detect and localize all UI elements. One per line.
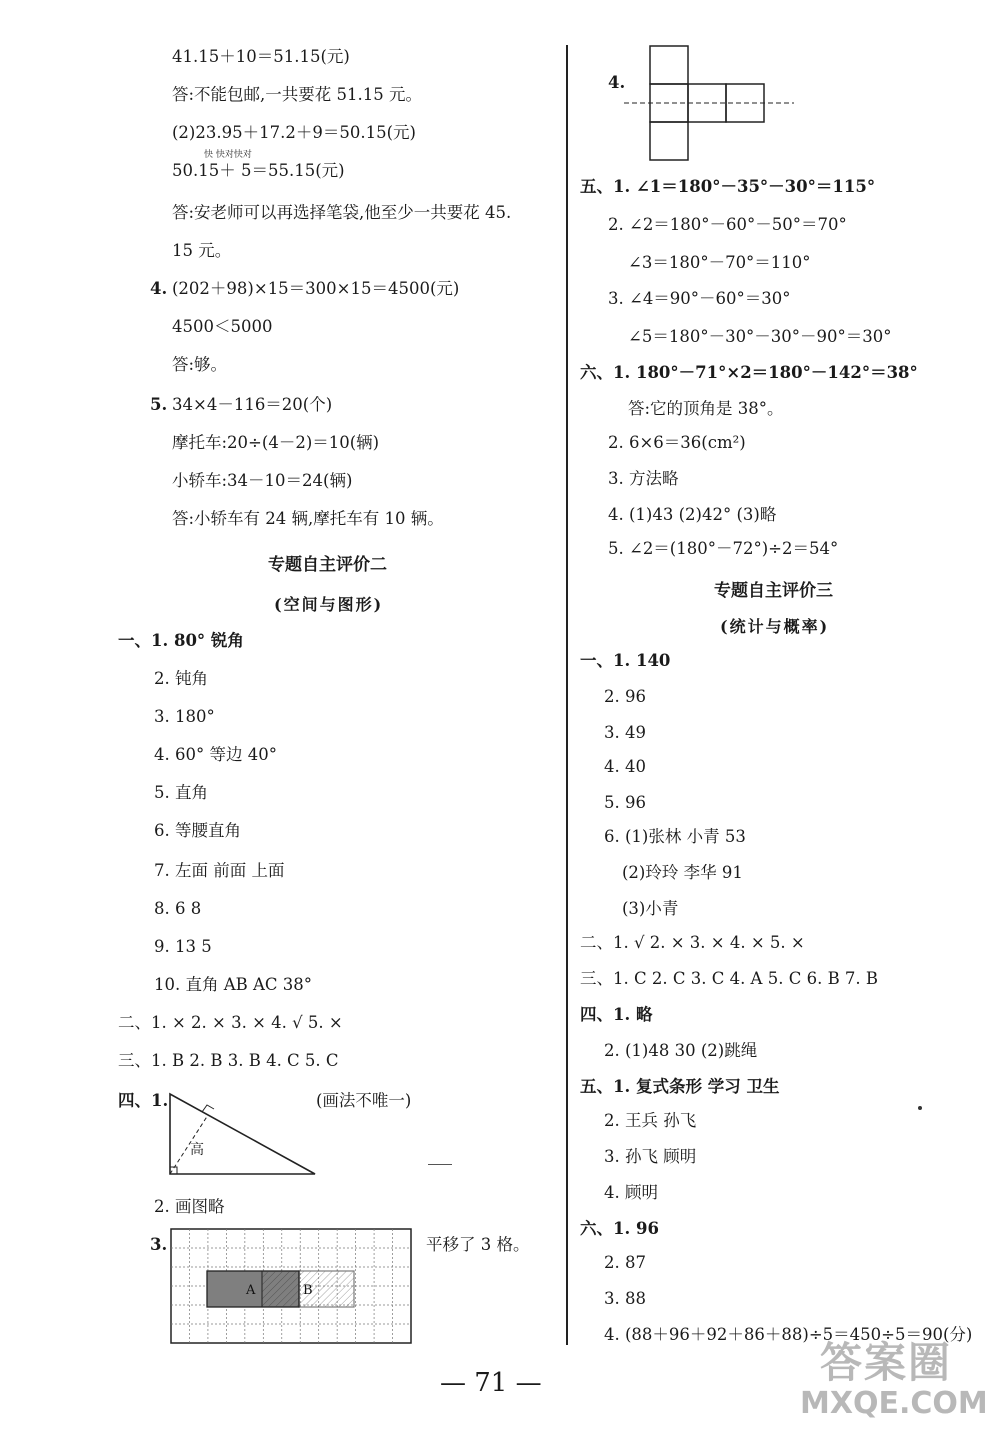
answer-line: 7. 左面 前面 上面 xyxy=(154,861,285,880)
answer-line: 5. 96 xyxy=(604,793,646,812)
answer-line: 3. 孙飞 顾明 xyxy=(604,1147,697,1166)
answer-note: (画法不唯一) xyxy=(316,1091,412,1110)
answer-line: 4. (88＋96＋92＋86＋88)÷5＝450÷5＝90(分) xyxy=(604,1325,973,1344)
triangle-figure xyxy=(160,1088,325,1180)
answer-line: ∠5＝180°－30°－30°－90°＝30° xyxy=(628,327,892,346)
text-line: 答:安老师可以再选择笔袋,他至少一共要花 45. xyxy=(172,203,512,222)
section-title: 专题自主评价三 xyxy=(714,581,833,601)
text-line: 答:够。 xyxy=(172,355,228,374)
answer-line: (2)玲玲 李华 91 xyxy=(622,863,743,882)
answer-line: 3. 方法略 xyxy=(608,469,679,488)
answer-line: 3. 88 xyxy=(604,1289,646,1308)
answer-line: 2. 96 xyxy=(604,687,646,706)
right-angle-mark xyxy=(202,1105,214,1112)
page-number: — 71 — xyxy=(440,1368,542,1398)
text-line: 答:小轿车有 24 辆,摩托车有 10 辆。 xyxy=(172,509,444,528)
answer-line: 六、1. 180°－71°×2＝180°－142°＝38° xyxy=(580,363,918,382)
text-line: 34×4－116＝20(个) xyxy=(172,395,333,414)
section-subtitle: (空间与图形) xyxy=(274,595,384,614)
answer-line: ∠3＝180°－70°＝110° xyxy=(628,253,811,272)
answer-line: 3. 180° xyxy=(154,707,215,726)
net-square xyxy=(650,122,688,160)
label-a: A xyxy=(246,1283,256,1298)
answer-note: 平移了 3 格。 xyxy=(426,1235,530,1254)
grid-figure xyxy=(170,1228,412,1344)
text-line: (2)23.95＋17.2＋9＝50.15(元) xyxy=(172,123,416,142)
answer-line: 2. 画图略 xyxy=(154,1197,225,1216)
answer-line: 答:它的顶角是 38°。 xyxy=(628,399,784,418)
answer-line: 4. (1)43 (2)42° (3)略 xyxy=(608,505,777,524)
answer-line: 3. 49 xyxy=(604,723,646,742)
answer-line: 3. xyxy=(150,1235,168,1254)
text-line: 摩托车:20÷(4－2)＝10(辆) xyxy=(172,433,380,452)
text-line: 小轿车:34－10＝24(辆) xyxy=(172,471,353,490)
answer-line: 8. 6 8 xyxy=(154,899,202,918)
answer-line: 2. ∠2＝180°－60°－50°＝70° xyxy=(608,215,847,234)
text-line: 4500＜5000 xyxy=(172,317,273,336)
answer-line: 五、1. ∠1＝180°－35°－30°＝115° xyxy=(580,177,876,196)
section-title: 专题自主评价二 xyxy=(268,555,387,575)
question-number: 5. xyxy=(150,395,168,414)
text-line: 答:不能包邮,一共要花 51.15 元。 xyxy=(172,85,423,104)
answer-line: 一、1. 80° 锐角 xyxy=(118,631,244,650)
watermark-url: MXQE.COM xyxy=(800,1386,988,1421)
answer-line: 四、1. 略 xyxy=(580,1005,653,1024)
answer-line: 5. 直角 xyxy=(154,783,208,802)
answer-line: 9. 13 5 xyxy=(154,937,212,956)
answer-line: 三、1. B 2. B 3. B 4. C 5. C xyxy=(118,1051,339,1070)
answer-line: 5. ∠2＝(180°－72°)÷2＝54° xyxy=(608,539,839,558)
answer-line: 4. 60° 等边 40° xyxy=(154,745,277,764)
answer-line: 3. ∠4＝90°－60°＝30° xyxy=(608,289,791,308)
cube-net-figure xyxy=(622,44,796,166)
label-b: B xyxy=(303,1283,313,1298)
text-line: 15 元。 xyxy=(172,241,232,260)
column-divider xyxy=(566,45,568,1345)
answer-line: (3)小青 xyxy=(622,899,679,918)
net-square xyxy=(650,46,688,84)
answer-line: 六、1. 96 xyxy=(580,1219,659,1238)
text-line: (202＋98)×15＝300×15＝4500(元) xyxy=(172,279,460,298)
answer-line: 6. 等腰直角 xyxy=(154,821,241,840)
answer-line: 2. 6×6＝36(cm²) xyxy=(608,433,746,452)
answer-line: 2. 王兵 孙飞 xyxy=(604,1111,697,1130)
question-number: 4. xyxy=(608,73,626,92)
text-line: 50.15＋ 5＝55.15(元) xyxy=(172,161,345,180)
answer-line: 二、1. × 2. × 3. × 4. √ 5. × xyxy=(118,1013,343,1032)
watermark-logo: 答案圈 xyxy=(820,1338,953,1387)
answer-line: 四、1. xyxy=(118,1091,169,1110)
answer-line: 五、1. 复式条形 学习 卫生 xyxy=(580,1077,780,1096)
answer-line: 6. (1)张林 小青 53 xyxy=(604,827,746,846)
question-number: 4. xyxy=(150,279,168,298)
answer-line: 2. 87 xyxy=(604,1253,646,1272)
answer-line: 三、1. C 2. C 3. C 4. A 5. C 6. B 7. B xyxy=(580,969,879,988)
stray-mark xyxy=(428,1164,452,1165)
answer-line: 一、1. 140 xyxy=(580,651,671,670)
overlap-region xyxy=(262,1271,299,1307)
answer-line: 二、1. √ 2. × 3. × 4. × 5. × xyxy=(580,933,805,952)
answer-line: 2. (1)48 30 (2)跳绳 xyxy=(604,1041,758,1060)
section-subtitle: (统计与概率) xyxy=(720,617,830,636)
answer-line: 4. 40 xyxy=(604,757,646,776)
answer-line: 2. 钝角 xyxy=(154,669,208,688)
text-line: 41.15＋10＝51.15(元) xyxy=(172,47,350,66)
triangle-shape xyxy=(170,1094,315,1174)
stray-dot xyxy=(918,1106,922,1110)
answer-line: 10. 直角 AB AC 38° xyxy=(154,975,313,994)
height-label: 高 xyxy=(190,1142,204,1158)
answer-line: 4. 顾明 xyxy=(604,1183,658,1202)
small-note: 快 快对快对 xyxy=(204,150,252,160)
